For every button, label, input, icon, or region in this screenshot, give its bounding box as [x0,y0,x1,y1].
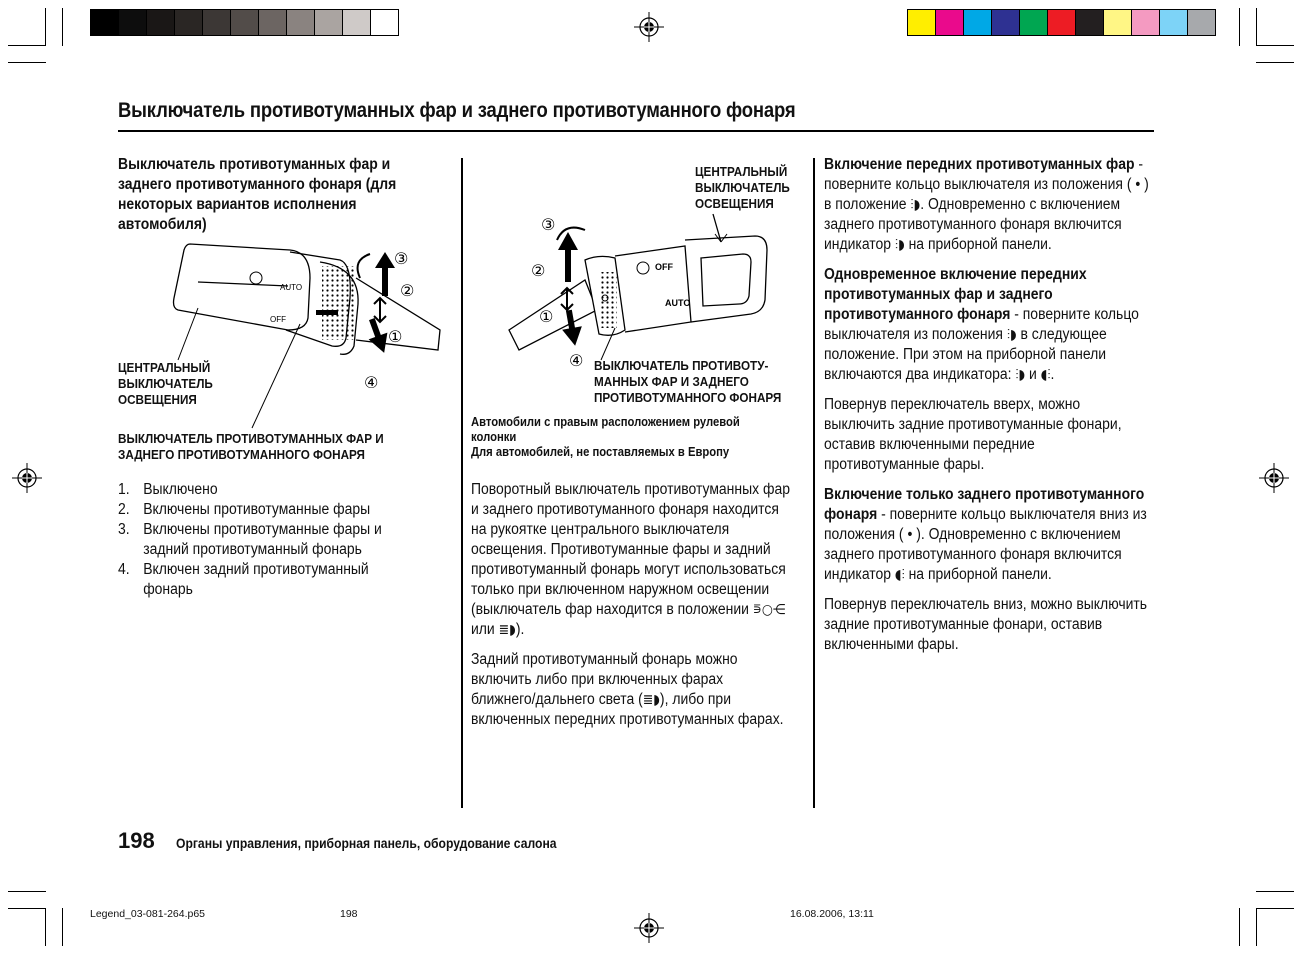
middle-mark-4: ④ [569,351,584,370]
crop-mark [1256,891,1294,892]
low-beam-icon: ≣◗ [642,692,660,708]
registration-mark-icon [1259,463,1289,493]
registration-mark-icon [12,463,42,493]
left-mark-3: ③ [394,249,409,268]
crop-mark [62,8,63,46]
crop-mark [1256,45,1294,46]
left-column [118,155,448,235]
front-fog-icon: ⫶◗ [910,197,921,213]
left-mark-4: ④ [364,373,379,388]
right-paragraph: Включение передних противотуманных фар - поверните кольцо выключателя из положения ( • ) в положение ⫶◗. Одновременно с включением заднего противотуманного фонаря включится индикатор ⫶◗ на приборной панели. [824,156,1149,253]
color-swatch [91,10,119,35]
right-paragraph: Одновременное включение передних противотуманных фар и заднего противотуманного фонаря - поверните кольцо выключателя из положения ⫶◗ в следующее положение. При этом на приборной панели включаются два индикатора: ⫶◗ и ◖⫶. [824,266,1139,383]
crop-mark [62,908,63,946]
color-swatch [1020,10,1048,35]
slug-page: 198 [340,908,358,920]
color-swatch [908,10,936,35]
lever-auto-label: AUTO [665,298,691,308]
column-divider [461,158,463,808]
list-item: 3. Включены противотуманные фары и задний противотуманный фонарь [118,521,382,558]
color-swatch [119,10,147,35]
left-mark-2: ② [400,281,415,300]
crop-mark [1256,908,1257,946]
list-item: 2. Включены противотуманные фары [118,501,371,518]
left-callout-central: ЦЕНТРАЛЬНЫЙ ВЫКЛЮЧАТЕЛЬ ОСВЕЩЕНИЯ [118,360,213,407]
color-swatch [231,10,259,35]
color-swatch [259,10,287,35]
color-swatch [175,10,203,35]
caption-non-europe: Для автомобилей, не поставляемых в Европу [471,445,730,459]
right-column [824,155,1153,665]
process-color-bar [907,9,1216,36]
color-swatch [936,10,964,35]
right-paragraph: Включение только заднего противотуманного фонаря - поверните кольцо выключателя вниз из положения ( • ). Одновременно с включением заднего противотуманного фонаря включится индикатор ◖⫶ на приборной панели. [824,486,1147,583]
crop-mark [8,45,46,46]
color-swatch [371,10,398,35]
middle-body [471,480,791,740]
lever-auto-label: AUTO [280,283,303,292]
column-divider [813,158,815,808]
left-callout-fog: ВЫКЛЮЧАТЕЛЬ ПРОТИВОТУМАННЫХ ФАР И ЗАДНЕГО ПРОТИВОТУМАННОГО ФОНАРЯ [118,431,384,462]
registration-mark-icon [634,913,664,943]
page-number: 198 [118,828,155,853]
middle-mark-3: ③ [541,215,556,234]
color-swatch [343,10,371,35]
color-swatch [315,10,343,35]
lever-off-label: OFF [270,315,286,324]
right-paragraph: Повернув переключатель вниз, можно выключить задние противотуманные фонари, оставив включенными фары. [824,596,1148,653]
crop-mark [8,62,46,63]
middle-mark-2: ② [531,261,546,280]
color-swatch [147,10,175,35]
low-beam-icon: ≣◗ [498,622,516,638]
list-item: 4. Включен задний противотуманный фонарь [118,561,369,598]
color-swatch [1160,10,1188,35]
grayscale-color-bar [90,9,399,36]
front-fog-icon: ⫶◗ [1006,327,1017,343]
middle-paragraph: Поворотный выключатель противотуманных фар и заднего противотуманного фонаря находится на рукоятке центрального выключателя освещения. Противотуманные фары и задний противотуманный фонарь могут использоваться только при включенном наружном освещении (выключатель фар находится в положении ⋾○⋲ или ≣◗). [471,481,790,638]
crop-mark [1256,8,1257,46]
right-paragraph: Повернув переключатель вверх, можно выключить задние противотуманные фонари, оставив включенными передние противотуманные фары. [824,396,1122,473]
middle-captions [471,415,768,460]
color-swatch [203,10,231,35]
color-swatch [1188,10,1215,35]
position-list [118,480,411,600]
color-swatch [287,10,315,35]
color-swatch [1132,10,1160,35]
crop-mark [45,908,46,946]
left-heading: Выключатель противотуманных фар и заднего противотуманного фонаря (для некоторых вариантов исполнения автомобиля) [118,156,397,233]
crop-mark [1256,908,1294,909]
crop-mark [8,891,46,892]
middle-callout-central: ЦЕНТРАЛЬНЫЙ ВЫКЛЮЧАТЕЛЬ ОСВЕЩЕНИЯ [695,164,790,211]
caption-rhd: Автомобили с правым расположением рулевой колонки [471,415,740,444]
lever-off-label: OFF [655,262,673,272]
registration-mark-icon [634,12,664,42]
middle-callout-fog: ВЫКЛЮЧАТЕЛЬ ПРОТИВОТУ- МАННЫХ ФАР И ЗАДНЕГО ПРОТИВОТУМАННОГО ФОНАРЯ [594,358,782,405]
color-swatch [964,10,992,35]
crop-mark [45,8,46,46]
slug-date: 16.08.2006, 13:11 [790,908,874,920]
list-item: 1. Выключено [118,481,218,498]
middle-lever-illustration [505,210,795,370]
footer-section: Органы управления, приборная панель, оборудование салона [176,836,557,851]
front-fog-icon: ⫶◗ [894,237,905,253]
title-rule [118,130,1154,132]
crop-mark [8,908,46,909]
rear-fog-icon: ◖⫶ [894,567,905,583]
front-fog-icon: ⫶◗ [1015,367,1026,383]
color-swatch [1076,10,1104,35]
slug-file: Legend_03-081-264.p65 [90,908,206,920]
crop-mark [1239,908,1240,946]
color-swatch [992,10,1020,35]
rear-fog-icon: ◖⫶ [1040,367,1051,383]
color-swatch [1104,10,1132,35]
crop-mark [1239,8,1240,46]
page-title: Выключатель противотуманных фар и заднего противотуманного фонаря [118,99,796,122]
parking-lights-icon: ⋾○⋲ [752,602,786,618]
color-swatch [1048,10,1076,35]
middle-mark-1: ① [539,307,554,326]
crop-mark [1256,62,1294,63]
left-mark-1: ① [388,327,403,346]
middle-paragraph: Задний противотуманный фонарь можно включить либо при включенных фарах ближнего/дальнего света (≣◗), либо при включенных передних противотуманных фарах. [471,651,784,728]
